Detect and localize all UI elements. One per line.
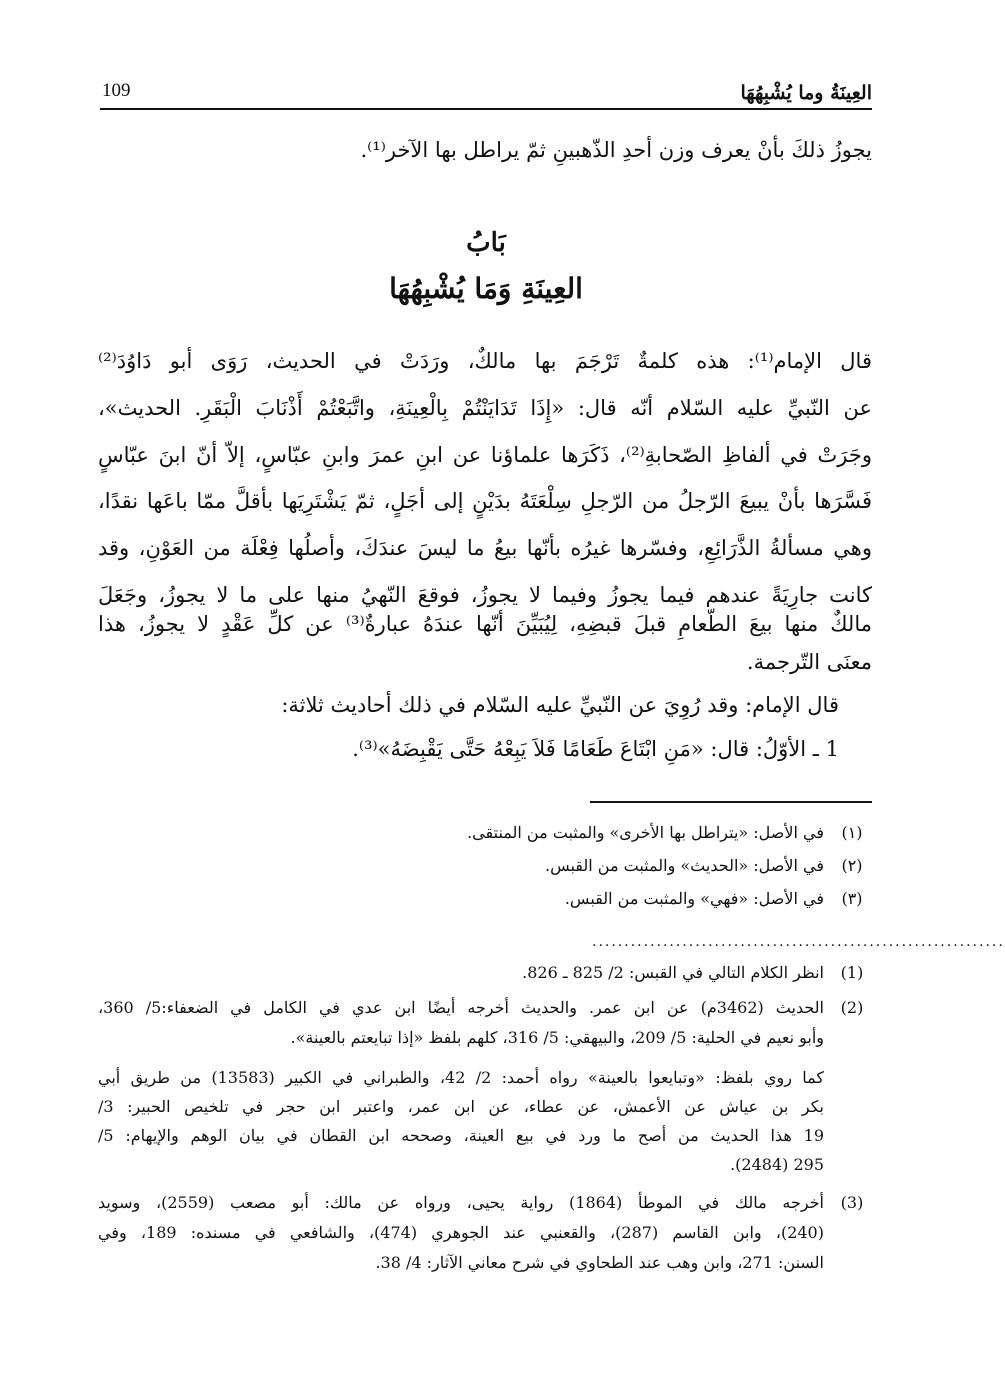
reference-line: أخرجه مالك في الموطأ (1864) رواية يحيى، ورواه عن مالك: أبو مصعب (2559)، وسويد: [98, 1193, 824, 1212]
reference-note: [98, 963, 872, 987]
footnote-separator: [590, 801, 872, 803]
paragraph-line: قال الإمام⁽¹⁾: هذه كلمةٌ تَرْجَمَ بها مالكٌ، ورَدَتْ في الحديث، رَوَى أبو دَاوُدَ⁽²⁾: [98, 349, 872, 373]
reference-line: انظر الكلام التالي في القبس: 2/ 825 ـ 826.: [522, 963, 824, 982]
reference-line: السنن: 271، وابن وهب عند الطحاوي في شرح معاني الآثار: 4/ 38.: [375, 1253, 824, 1272]
reference-line: كما روي بلفظ: «وتبايعوا بالعينة» رواه أحمد: 2/ 42، والطبراني في الكبير (13583) من طريق أبي: [98, 1068, 825, 1087]
reference-note: [98, 998, 872, 1178]
note-text: في الأصل: «الحديث» والمثبت من القبس.: [544, 856, 824, 875]
chapter-label: بَابُ: [466, 228, 506, 258]
paragraph-imam: قال الإمام: وقد رُوِيَ عن النّبيِّ عليه السّلام في ذلك أحاديث ثلاثة:: [281, 693, 839, 717]
note-number: (٢): [841, 856, 863, 875]
paragraph-line: مالكٌ منها بيعَ الطّعامِ قبلَ قبضِهِ، لِيُبَيِّنَ أنّها عندَهُ عبارةٌ⁽³⁾ عن كلِّ عَقْدٍ لا يجوزُ، هذا: [98, 612, 872, 636]
note-text: في الأصل: «فهي» والمثبت من القبس.: [564, 889, 824, 908]
reference-line: بكر بن عياش عن الأعمش، عن عطاء، عن ابن عمر، واعتبر ابن حجر في تلخيص الحبير: 3/: [98, 1097, 824, 1116]
paragraph-last-line: معنَى التّرجمة.: [746, 650, 872, 674]
dotted-separator: ................................................................: [592, 934, 1005, 950]
reference-number: (1): [840, 963, 864, 982]
header-rule: [100, 108, 872, 110]
paragraph-line: وهي مسألةُ الذَّرَائِعِ، وفسّرها غيرُه بأنّها بيعُ ما ليسَ عندَكَ، وأصلُها فِعْلَة من العَوْنِ، وقد: [98, 536, 872, 560]
note-number: (١): [841, 823, 863, 842]
paragraph-line: فَسَّرَها بأنْ يبيعَ الرّجلُ من الرّجلِ سِلْعَتَهُ بدَيْنٍ إلى أجَلٍ، ثمّ يَشْتَرِيَها بأقلَّ ممّا باعَها نقدًا،: [98, 489, 872, 513]
hadith-first: 1 ـ الأوّلُ: قال: «مَنِ ابْتَاعَ طَعَامًا فَلاَ يَبِعْهُ حَتَّى يَقْبِضَهُ»⁽³⁾.: [352, 737, 839, 761]
paragraph-line: وجَرَتْ في ألفاظِ الصّحابةِ⁽²⁾، ذَكَرَها علماؤنا عن ابنِ عمرَ وابنِ عبّاسٍ، إلاّ أنّ ابنَ عبّاسٍ: [98, 443, 872, 467]
reference-line: وأبو نعيم في الحلية: 5/ 209، والبيهقي: 5/ 316، كلهم بلفظ «إذا تبايعتم بالعينة».: [290, 1028, 824, 1047]
reference-line: الحديث (3462م) عن ابن عمر. والحديث أخرجه أيضًا ابن عدي في الكامل في الضعفاء:5/ 360،: [98, 998, 824, 1017]
running-title: العِينَةُ وما يُشْبِهُهَا: [740, 82, 872, 104]
opening-line: يجوزُ ذلكَ بأنْ يعرف وزن أحدِ الذّهبينِ ثمّ يراطل بها الآخر⁽¹⁾.: [360, 138, 872, 162]
paragraph-line: كانت جارِيَةً عندهم فيما يجوزُ وفيما لا يجوزُ، فوقعَ النّهيُ منها على ما لا يجوزُ، وجَعَلَ: [98, 583, 872, 607]
reference-number: (3): [840, 1193, 864, 1212]
page-number: 109: [102, 80, 131, 101]
reference-number: (2): [840, 998, 864, 1017]
reference-line: 295 (2484).: [730, 1155, 824, 1174]
note-text: في الأصل: «يتراطل بها الأخرى» والمثبت من المنتقى.: [467, 823, 824, 842]
reference-line: (240)، وابن القاسم (287)، والقعنبي عند الجوهري (474)، والشافعي في مسنده: 189، وفي: [98, 1223, 824, 1242]
paragraph-line: عن النّبيِّ عليه السّلام أنّه قال: «إِذَا تَدَايَنْتُمْ بِالْعِينَةِ، واتَّبَعْتُمْ أَذْنَابَ الْبَقَرِ. الحديث»،: [98, 396, 872, 420]
chapter-title: العِينَةِ وَمَا يُشْبِهُهَا: [389, 272, 583, 305]
reference-line: 19 هذا الحديث من أصح ما ورد في بيع العينة، وصححه ابن القطان في بيان الوهم والإيهام: 5/: [98, 1126, 824, 1145]
reference-note: [98, 1193, 872, 1283]
note-number: (٣): [841, 889, 863, 908]
page-header: [100, 74, 872, 110]
